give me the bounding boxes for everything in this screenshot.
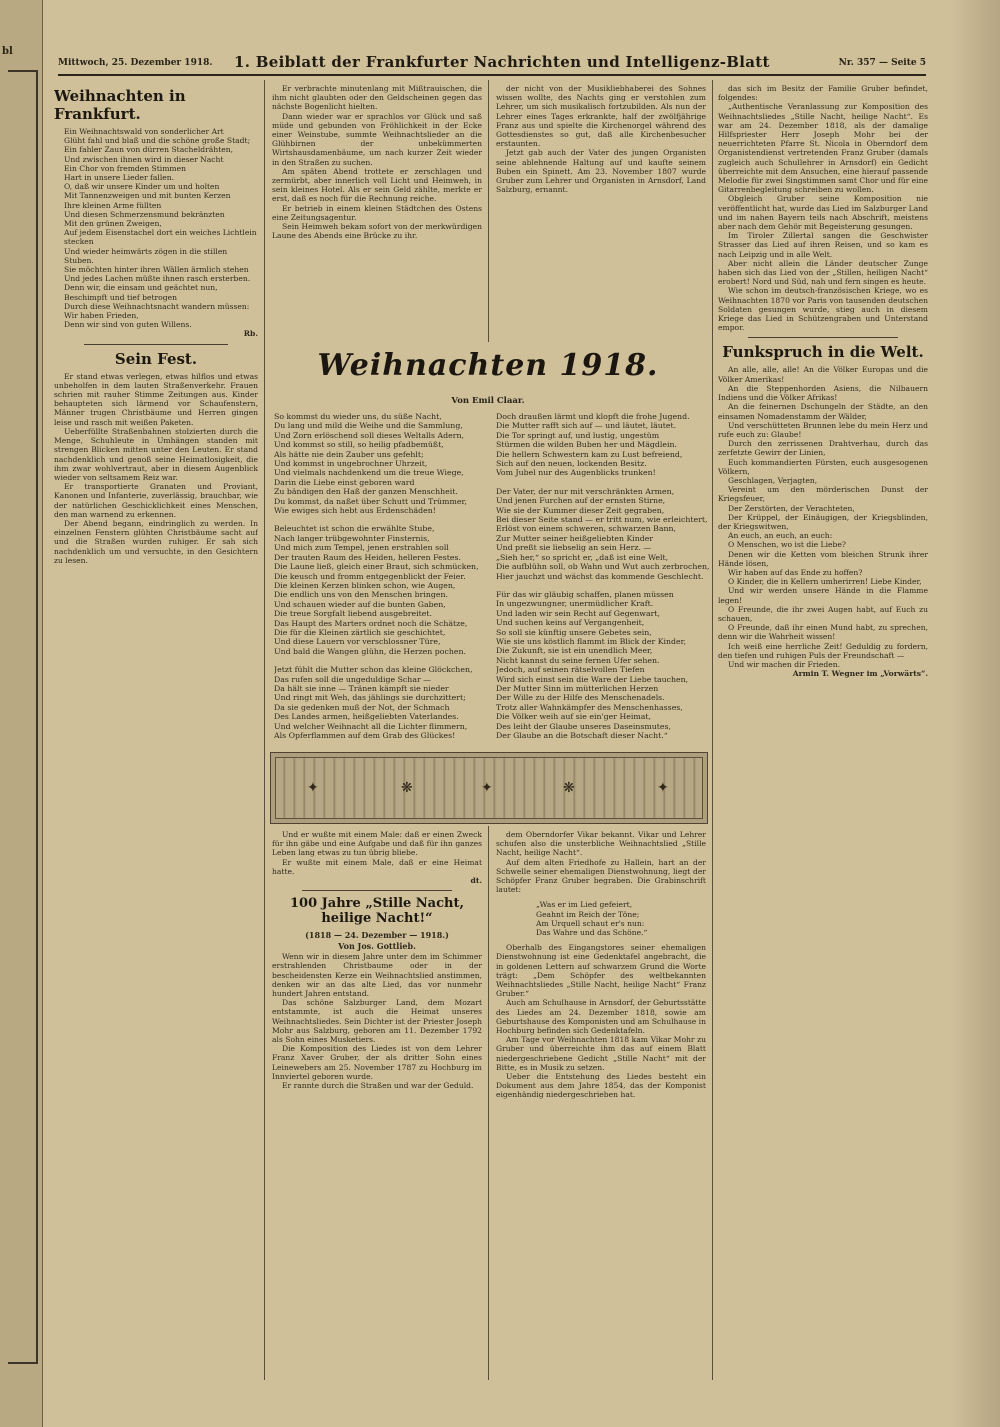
- poem-line: Hier jauchzt und wächst das kommende Geschlecht.: [496, 571, 704, 581]
- poem-line: Die Laune ließ, gleich einer Braut, sich schmücken,: [274, 562, 479, 572]
- poem-line: Der Wille zu der Hilfe des Menschenadels.: [496, 693, 665, 703]
- heading-weihnachten-in-frankfurt: Weihnachten in Frankfurt.: [54, 87, 186, 123]
- poem-line: Und jenen Furchen auf der ernsten Stirne,: [496, 496, 666, 506]
- poem-line: Denn wir, die einsam und geächtet nun,: [64, 283, 218, 293]
- poem-line: An euch, an euch, an euch:: [728, 531, 833, 541]
- paragraph: Im Tiroler Zillertal sangen die Geschwister Strasser das Lied auf ihren Reisen, und so kam es nach Leipzig und in alle Welt.: [718, 231, 928, 259]
- poem-line: In ungezwungner, unermüdlicher Kraft.: [496, 599, 654, 609]
- poem-line: Doch draußen lärmt und klopft die frohe Jugend.: [496, 412, 690, 421]
- paragraph: Er rannte durch die Straßen und war der Geduld.: [282, 1081, 474, 1091]
- paragraph: Die Komposition des Liedes ist von dem Lehrer Franz Xaver Gruber, der als dritter Sohn eines Leinewebers am 25. November 1787 zu Hochburg im Innviertel geboren wurde.: [272, 1044, 482, 1081]
- poem-line: Euch kommandierten Fürsten, euch ausgesogenen Völkern,: [718, 457, 928, 476]
- adjacent-page-edge: [0, 0, 43, 1427]
- masthead: [58, 52, 926, 76]
- paragraph: Der Abend begann, eindringlich zu werden. In einzelnen Fenstern glühten Christbäume sacht auf und die Straßen wurden ruhiger. Er sah sich nachdenklich um und versuchte, in den Gesichtern zu lesen.: [54, 518, 258, 565]
- poem-line: Die Völker weih auf sie ein'ger Heimat,: [496, 712, 652, 722]
- poem-line: Geschlagen, Verjagten,: [728, 475, 818, 485]
- poem-line: Denen wir die Ketten vom bleichen Strunk ihrer Hände lösen,: [718, 549, 928, 568]
- paragraph: Aber nicht allein die Länder deutscher Zunge haben sich das Lied von der „Stillen, heiligen Nacht“ erobert! Nord und Süd, nah und fern singen es heute.: [718, 258, 928, 287]
- poem-line: Nach langer trübgewohnter Finsternis,: [274, 533, 430, 543]
- ornament-star-icon: ✦: [307, 780, 319, 796]
- ornamental-band: [270, 752, 708, 824]
- heading-sein-fest: Sein Fest.: [114, 349, 198, 368]
- poem-line: Und zwischen ihnen wird in dieser Nacht: [64, 154, 224, 164]
- paragraph: das sich im Besitz der Familie Gruber befindet, folgendes:: [718, 84, 928, 103]
- newspaper-title: 1. Beiblatt der Frankfurter Nachrichten und Intelligenz-Blatt: [234, 53, 770, 71]
- poem-line: Und jedes Lachen müßte ihnen rasch ersterben.: [64, 274, 251, 284]
- poem-line: Nicht kannst du seine fernen Ufer sehen.: [496, 655, 660, 665]
- poem-line: Und wir machen dir Frieden.: [728, 659, 841, 669]
- column-3-top: [496, 84, 706, 342]
- inscription-line: „Was er im Lied gefeiert,: [536, 900, 633, 910]
- poem-line: Und suchen keins auf Vergangenheit,: [496, 618, 645, 628]
- poem-line: So kommst du wieder uns, du süße Nacht,: [274, 412, 442, 421]
- inscription-line: Am Urquell schaut er's nun:: [536, 918, 645, 928]
- stanza-gap: [274, 656, 488, 665]
- stanza-gap: [496, 478, 710, 487]
- poem-line: Du lang und mild die Weihe und die Sammlung,: [274, 421, 463, 431]
- poem-line: Stürmen die wilden Buben her und Mägdlein.: [496, 440, 677, 450]
- poem-line: Sie möchten hinter ihren Wällen ärmlich stehen: [64, 265, 249, 275]
- poem-line: O Freunde, daß ihr einen Mund habt, zu sprechen, denn wir die Wahrheit wissen!: [718, 623, 928, 642]
- article-byline: Von Jos. Gottlieb.: [338, 941, 416, 952]
- inscription-line: Das Wahre und das Schöne.“: [536, 928, 648, 938]
- poem-line: Mit den grünen Zweigen,: [64, 219, 162, 229]
- poem-line: Bei dieser Seite stand — er tritt num, wie erleichtert,: [496, 515, 708, 525]
- poem-line: Die aufblühn soll, ob Wahn und Wut auch zerbrochen,: [496, 562, 710, 572]
- poem-line: An die Steppenhorden Asiens, die Nilbauern Indiens und die Völker Afrikas!: [718, 383, 928, 403]
- poem-line: Und mich zum Tempel, jenen erstrahlen soll: [274, 543, 449, 553]
- poem-signature: Armin T. Wegner im „Vorwärts“.: [792, 669, 928, 679]
- poem-line: Der Vater, der nur mit verschränkten Armen,: [496, 486, 675, 496]
- adjacent-page-fragment: bl: [2, 46, 13, 57]
- poem-line: Der Glaube an die Botschaft dieser Nacht.“: [496, 731, 668, 740]
- poem-line: Und kommst in ungebrochner Uhrzeit,: [274, 459, 428, 469]
- page-number: Nr. 357 — Seite 5: [838, 58, 926, 68]
- poem-line: Beschimpft und tief betrogen: [64, 292, 177, 302]
- poem-line: stecken: [64, 237, 94, 247]
- poem-line: Die Mutter rafft sich auf — und läutet, läutet.: [496, 421, 677, 431]
- article-stille-nacht-continued-2: [496, 830, 706, 894]
- divider: [748, 337, 898, 338]
- poem-line: Stuben.: [64, 255, 94, 265]
- poem-line: Wie sie uns köstlich flammt im Blick der Kinder,: [496, 636, 686, 646]
- poem-line: Jetzt fühlt die Mutter schon das kleine Glöckchen,: [274, 665, 473, 675]
- poem-line: Ihre kleinen Arme füllten: [64, 200, 162, 210]
- poem-line: O Freunde, die ihr zwei Augen habt, auf Euch zu schauen,: [718, 604, 928, 623]
- poem-line: Und wir werden unsere Hände in die Flamme legen!: [718, 586, 928, 605]
- paragraph: Ueber die Entstehung des Liedes besteht ein Dokument aus dem Jahre 1854, das der Komponist eigenhändig niedergeschrieben hat.: [496, 1072, 706, 1100]
- article-stille-nacht-continued: [496, 84, 706, 194]
- poem-line: Wir haben Frieden,: [64, 311, 139, 321]
- poem-line: Und verschütteten Brunnen lebe du mein Herz und rufe euch zu: Glaube!: [718, 420, 928, 439]
- poem-line: Die Zukunft, sie ist ein unendlich Meer,: [496, 646, 653, 656]
- poem-line: Die keusch und fromm entgegenblickt der Feier.: [274, 571, 466, 581]
- stanza-gap: [496, 581, 710, 590]
- poem-line: Denn wir sind von guten Willens.: [64, 320, 192, 330]
- article-dates: (1818 — 24. Dezember — 1918.): [305, 930, 449, 941]
- poem-line: Die hellern Schwestern kam zu Lust befreiend,: [496, 449, 683, 459]
- paragraph: Er verbrachte minutenlang mit Mißtrauischen, die ihm nicht glaubten oder den Geldscheinen gegen das nächste Bogenlicht hielten.: [272, 84, 482, 112]
- ornament-star-icon: ❋: [563, 780, 575, 796]
- column-rule: [488, 826, 489, 1380]
- poem-line: Der trauten Raum des Heiden, helleren Festes.: [274, 552, 461, 562]
- ornament-star-icon: ❋: [401, 780, 413, 796]
- poem-line: Die Tor springt auf, und lustig, ungestüm: [496, 430, 660, 440]
- poem-line: „Sieh her,“ so spricht er, „daß ist eine Welt,: [496, 552, 669, 562]
- poem-line: Ein fahler Zaun von dürren Stacheldrähten,: [64, 145, 234, 155]
- column-2-top: [272, 84, 482, 342]
- poem-line: Hart in unsere Lieder fallen.: [64, 173, 175, 183]
- poem-line: Der Krüppel, der Einäugigen, der Kriegsblinden, der Kriegswitwen,: [718, 512, 928, 531]
- article-sein-fest-continued: [272, 84, 482, 240]
- poem-line: Und schauen wieder auf die bunten Gaben,: [274, 599, 446, 609]
- poem-line: O Kinder, die in Kellern umherirren! Liebe Kinder,: [728, 577, 922, 587]
- poem-line: O Menschen, wo ist die Liebe?: [728, 540, 846, 550]
- poem-line: Für das wir gläubig schaffen, planen müssen: [496, 589, 674, 599]
- poem-line: Und welcher Weihnacht all die Lichter flimmern,: [274, 721, 468, 731]
- poem-title: Weihnachten 1918.: [317, 348, 659, 383]
- poem-funkspruch: [718, 365, 928, 669]
- paragraph: „Authentische Veranlassung zur Komposition des Weihnachtsliedes „Stille Nacht, heilige Nacht“. Es war am 24. Dezember 1818, als der damalige Hilfspriester Herr Joseph Mohr bei der neuerrichteten Pfarre St. Nicola in Oberndorf dem Organistendienst vertretenden Franz Gruber (damals zugleich auch Schullehrer in Arnsdorf) ein Gedicht überreichte mit dem Ansuchen, eine hierauf passende Melodie für zwei Singstimmen samt Chor und für eine Gitarrenbegleitung schreiben zu wollen.: [718, 102, 928, 195]
- poem-line: Wie sie der Kummer dieser Zeit gegraben,: [496, 505, 665, 515]
- poem-line: Trotz aller Wahnkämpfer des Menschenhasses,: [496, 702, 683, 712]
- adjacent-page-border: [8, 70, 38, 1364]
- poem-line: Zu bändigen den Haß der ganzen Menschheit.: [274, 487, 458, 497]
- column-rule: [712, 80, 713, 1380]
- column-rule: [264, 80, 265, 1380]
- poem-line: Und diesen Schmerzensmund bekränzten: [64, 209, 225, 219]
- paragraph: Am späten Abend trottete er zerschlagen und zermürbt, aber innerlich voll Licht und Heimweh, in sein kleines Hotel. Als er sein Geld zählte, merkte er erst, daß es noch für die Rechnung reiche.: [272, 166, 482, 204]
- paragraph: Er stand etwas verlegen, etwas hilflos und etwas unbeholfen in dem lauten Straßenverkehr. Frauen schrien mit rauher Stimme Zeitungen aus. Kinder behaupteten sich lärmend vor Schaufenstern, Männer trugen Christbäume und Herren gingen leise und rasch mit weißen Paketen.: [54, 371, 258, 427]
- article-stille-nacht-continued-3: [496, 943, 706, 1099]
- paragraph: Am Tage vor Weihnachten 1818 kam Vikar Mohr zu Gruber und überreichte ihm das auf einem Blatt niedergeschriebene Gedicht „Stille Nacht“ mit der Bitte, es in Musik zu setzen.: [496, 1035, 706, 1072]
- poem-line: Da hält sie inne — Tränen kämpft sie nieder: [274, 683, 449, 693]
- poem-line: Mit Tannenzweigen und mit bunten Kerzen: [64, 191, 231, 201]
- poem-line: Sich auf den neuen, lockenden Besitz.: [496, 459, 647, 469]
- poem-line: Der Zerstörten, der Verachteten,: [728, 503, 855, 513]
- poem-line: So soll sie künftig unsere Gebetes sein,: [496, 627, 652, 637]
- poem-line: Durch diese Weihnachtsnacht wandern müssen:: [64, 301, 250, 311]
- poem-line: Wird sich einst sein die Ware der Liebe tauchen,: [496, 674, 689, 684]
- poem-line: Und diese Lauern vor verschlossner Türe,: [274, 637, 441, 647]
- paragraph: Dann wieder war er sprachlos vor Glück und saß müde und gebunden von Fröhlichkeit in der Ecke einer Weinstube, summte Weihnachtslieder an die Glühbirnen der unbekümmerten Wirtshausdamenbäume, um nach kurzer Zeit wieder in den Straßen zu suchen.: [272, 111, 482, 167]
- column-3-bottom: [496, 830, 706, 1380]
- poem-line: Auf jedem Eisenstachel dort ein weiches Lichtlein: [64, 228, 257, 238]
- poem-line: Der Mutter Sinn im mütterlichen Herzen: [496, 683, 659, 693]
- article-stille-nacht-end: [718, 84, 928, 332]
- poem-line: Die endlich uns von den Menschen bringen.: [274, 590, 449, 600]
- heading-100-jahre-stille-nacht: 100 Jahre „Stille Nacht, heilige Nacht!“: [289, 896, 465, 927]
- poem-line: Ein Weihnachtswald von sonderlicher Art: [64, 127, 224, 136]
- stanza-gap: [274, 515, 488, 524]
- poem-weihnachten-in-frankfurt: [54, 127, 258, 329]
- paragraph: Wie schon im deutsch-französischen Kriege, wo es Weihnachten 1870 vor Paris von tausenden deutschen Soldaten gesungen wurde, stieg auch in diesem Kriege das Lied in Schützengraben und Unterstand empor.: [718, 286, 928, 333]
- poem-line: Und preßt sie liebselig an sein Herz. —: [496, 543, 652, 553]
- article-signature: dt.: [470, 876, 482, 886]
- column-4: [718, 84, 928, 1380]
- paragraph: dem Oberndorfer Vikar bekannt. Vikar und Lehrer schufen also die unsterbliche Weihnachtslied „Stille Nacht, heilige Nacht“.: [496, 830, 706, 858]
- paragraph: Jetzt gab auch der Vater des jungen Organisten seine ablehnende Haltung auf und kaufte seinem Buben ein Spinett. Am 23. November 1807 wurde Gruber zum Lehrer und Organisten in Arnsdorf, Land Salzburg, ernannt.: [496, 148, 706, 195]
- heading-funkspruch-in-die-welt: Funkspruch in die Welt.: [722, 343, 924, 362]
- poem-line: Zur Mutter seiner heißgeliebten Kinder: [496, 533, 654, 543]
- ornament-star-icon: ✦: [657, 780, 669, 796]
- poem-line: Und ringt mit Weh, das jählings sie durchzittert;: [274, 693, 466, 703]
- poem-left-column: [274, 412, 488, 748]
- poem-line: An die feinernen Dschungeln der Städte, an den einsamen Nomadenstamm der Wälder,: [718, 402, 928, 421]
- article-stille-nacht: [272, 952, 482, 1090]
- paragraph: Auf dem alten Friedhofe zu Hallein, hart an der Schwelle seiner ehemaligen Dienstwohnung, liegt der Schöpfer Franz Gruber begraben. Die Grabinschrift lautet:: [496, 857, 706, 895]
- column-1: [54, 84, 258, 1380]
- poem-line: Und vielmals nachdenkend um die treue Wiege,: [274, 468, 464, 478]
- poem-signature: Rb.: [243, 329, 258, 339]
- grave-inscription: [526, 900, 706, 937]
- poem-line: Die treue Sorgfalt liebend ausgebreitet.: [274, 609, 432, 619]
- poem-line: Du kommst, da naßet über Schutt und Trümmer,: [274, 496, 467, 506]
- paragraph: Oberhalb des Eingangstores seiner ehemaligen Dienstwohnung ist eine Gedenktafel angebracht, die in goldenen Lettern auf schwarzem Grund die Worte trägt: „Dem Schöpfer des weltbekannten Weihnachtsliedes „Stille Nacht, heilige Nacht“ Franz Gruber.“: [496, 943, 706, 999]
- paragraph: Obgleich Gruber seine Komposition nie veröffentlicht hat, wurde das Lied im Salzburger Land und im nahen Bayern teils nach Abschrift, meistens aber nach dem Gehör mit Begeisterung gesungen.: [718, 194, 928, 232]
- poem-line: Das rufen soll die ungeduldige Schar —: [274, 674, 431, 684]
- poem-line: Und Zorn erlöschend soll dieses Weltalls Adern,: [274, 430, 464, 440]
- poem-line: Als Opferflammen auf dem Grab des Glückes!: [274, 731, 456, 740]
- poem-line: Und wieder heimwärts zögen in die stillen: [64, 246, 228, 256]
- poem-line: Die kleinen Kerzen blinken schon, wie Augen,: [274, 580, 456, 590]
- page-shading: [950, 0, 1000, 1427]
- poem-weihnachten-1918: [268, 348, 708, 748]
- paragraph: Und er wußte mit einem Male: daß er einen Zweck für ihn gäbe und eine Aufgabe und daß für ihn ganzes Leben lang etwas zu tun übrig bliebe.: [272, 830, 482, 858]
- poem-line: Als hätte nie dein Zauber uns gefehlt;: [274, 449, 424, 459]
- paragraph: der nicht von der Musikliebhaberei des Sohnes wissen wollte, des Nachts ging er verstohlen zum Lehrer, um sich musikalisch fortzubilden. Als nun der Lehrer eines Tages erkrankte, half der zwölfjährige Franz aus und spielte die Kirchenorgel während des Gottesdienstes so gut, daß alle Kirchenbesucher erstaunten.: [496, 84, 706, 149]
- poem-line: Vereint um den mörderischen Dunst der Kriegsfeuer,: [718, 485, 928, 504]
- poem-line: Des leiht der Glaube unseres Daseinsmutes,: [496, 721, 672, 731]
- poem-line: Ich weiß eine herrliche Zeit! Geduldig zu fordern, den tiefen und ruhigen Puls der Freundschaft —: [718, 641, 928, 660]
- poem-byline: Von Emil Claar.: [451, 396, 525, 406]
- column-rule: [488, 80, 489, 342]
- paragraph: Er wußte mit einem Male, daß er eine Heimat hatte.: [272, 857, 482, 876]
- paragraph: Auch am Schulhause in Arnsdorf, der Geburtsstätte des Liedes am 24. Dezember 1818, sowie am Geburtshause des Komponisten und am Schulhause in Hochburg befinden sich Gedenktafeln.: [496, 998, 706, 1036]
- inscription-line: Geahnt im Reich der Töne;: [536, 909, 640, 919]
- poem-line: Jedoch, auf seinen rätselvollen Tiefen: [496, 665, 645, 675]
- poem-line: Glüht fahl und blaß und die schöne große Stadt;: [64, 136, 251, 146]
- poem-line: Darin die Liebe einst geboren ward: [274, 477, 415, 487]
- issue-date: Mittwoch, 25. Dezember 1918.: [58, 58, 213, 68]
- poem-line: Beleuchtet ist schon die erwählte Stube,: [274, 524, 435, 534]
- poem-right-column: [496, 412, 710, 748]
- divider: [84, 344, 228, 345]
- article-sein-fest: [54, 372, 258, 565]
- poem-line: Und laden wir sein Recht auf Gegenwart,: [496, 608, 660, 618]
- poem-line: Erlöst von einem schweren, schwarzen Bann,: [496, 524, 676, 534]
- poem-line: Vom Jubel nur des Augenblicks trunken!: [496, 468, 656, 478]
- paragraph: Ueberfüllte Straßenbahnen stolzierten durch die Menge, Schuhleute in Umhängen standen mit strengen Blicken mitten unter den Leuten. Er stand nachdenklich und genoß seine Heimatlosigkeit, die ihm zwar wohlvertraut, aber in diesem Augenblick wieder von seltsamem Reiz war.: [54, 426, 258, 482]
- poem-line: Das Haupt des Marters ordnet noch die Schätze,: [274, 618, 468, 628]
- poem-line: Des Landes armen, heißgeliebten Vaterlandes.: [274, 712, 459, 722]
- poem-line: Und kommst so still, so heilig pfadbemüßt,: [274, 440, 444, 450]
- poem-line: An alle, alle, alle! An die Völker Europas und die Völker Amerikas!: [718, 365, 928, 384]
- paragraph: Sein Heimweh bekam sofort von der merkwürdigen Laune des Abends eine Brücke zu ihr.: [272, 222, 482, 241]
- poem-line: Durch den zerrissenen Drahtverhau, durch das zerfetzte Gewirr der Linien,: [718, 439, 928, 458]
- column-2-bottom: [272, 830, 482, 1380]
- poem-line: Da sie gedenken muß der Not, der Schmach: [274, 702, 450, 712]
- divider: [302, 890, 452, 891]
- poem-line: O, daß wir unsere Kinder um und holten: [64, 182, 220, 192]
- paragraph: Er transportierte Granaten und Proviant, Kanonen und Infanterie, zuverlässig, brauchbar, wie der natürlichen Geschicklichkeit eines Menschen, den man warnend zu erkennen.: [54, 482, 258, 519]
- paragraph: Er betrieb in einem kleinen Städtchen des Ostens eine Zeitungsagentur.: [272, 203, 482, 222]
- paragraph: Wenn wir in diesem Jahre unter dem im Schimmer erstrahlenden Christbaume oder in der bescheidensten Kerze ein Weihnachtslied anstimmen, denken wir an das alte Lied, das vor nunmehr hundert Jahren entstand.: [272, 952, 482, 999]
- poem-line: Ein Chor von fremden Stimmen: [64, 163, 187, 173]
- ornament-star-icon: ✦: [481, 780, 493, 796]
- paragraph: Das schöne Salzburger Land, dem Mozart entstammte, ist auch die Heimat unseres Weihnachtsliedes. Sein Dichter ist der Priester Joseph Mohr aus Salzburg, geboren am 11. Dezember 1792 als Sohn eines Musketiers.: [272, 998, 482, 1045]
- poem-line: Und bald die Wangen glühn, die Herzen pochen.: [274, 646, 466, 656]
- poem-line: Wie ewiges sich hebt aus Erdenschäden!: [274, 506, 436, 516]
- poem-line: Wir haben auf das Ende zu hoffen?: [728, 567, 863, 577]
- poem-line: Die für die Kleinen zärtlich sie geschichtet,: [274, 627, 446, 637]
- article-sein-fest-end: [272, 830, 482, 876]
